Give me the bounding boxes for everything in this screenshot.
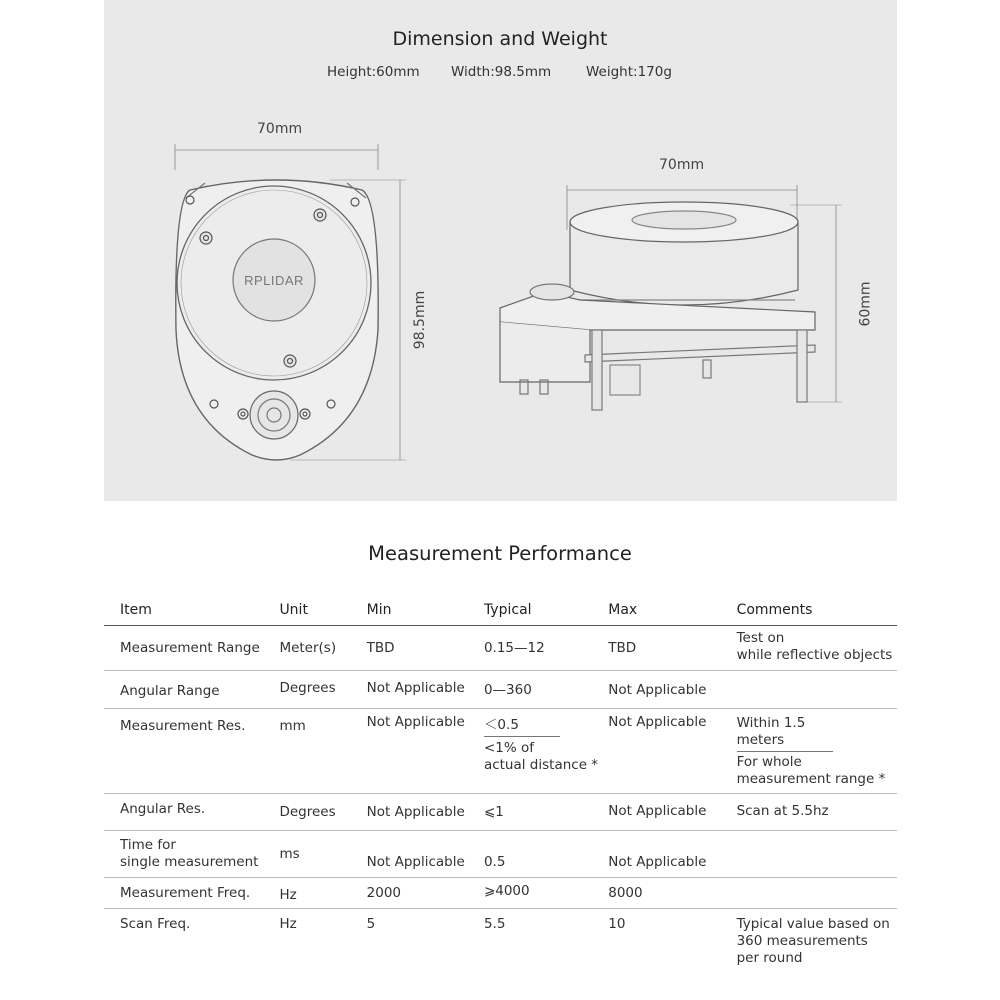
cell-item: Scan Freq. [120, 916, 191, 932]
top-view-drawing [175, 144, 406, 460]
cell-typical [484, 709, 608, 794]
comment-line: Test on [736, 630, 785, 646]
comment-line: 360 measurements [736, 933, 868, 949]
header-comments: Comments [737, 597, 897, 626]
comment-line: Scan at 5.5hz [736, 803, 829, 819]
cell-min: Not Applicable [367, 794, 484, 831]
typical-b-line: <1% of [483, 740, 534, 756]
cell-item: Measurement Freq. [104, 878, 279, 909]
cell-min: Not Applicable [367, 709, 484, 794]
table-header-row [104, 597, 897, 626]
cell-max: Not Applicable [608, 709, 736, 794]
cell-comments [737, 794, 897, 831]
cell-min: 2000 [367, 878, 484, 909]
cell-item [104, 831, 279, 878]
cell-unit: Degrees [279, 671, 366, 709]
rplidar-logo-text: RPLIDAR [244, 273, 304, 288]
cell-comments [737, 878, 897, 909]
table-row [104, 909, 897, 971]
table-row [104, 626, 897, 671]
header-unit: Unit [279, 597, 366, 626]
typical-a: ＜0.5 [484, 717, 560, 737]
cell-min: 5 [366, 916, 376, 932]
performance-table [104, 597, 897, 971]
cell-comments [737, 709, 897, 794]
dimension-title: Dimension and Weight [392, 28, 608, 50]
spec-weight: Weight:170g [586, 64, 672, 80]
cell-min: Not Applicable [367, 831, 484, 878]
cell-unit: ms [279, 831, 366, 878]
comment-line: per round [736, 950, 803, 966]
spec-height: Height:60mm [327, 64, 420, 80]
top-view-height-label: 98.5mm [412, 290, 429, 350]
comment-line: For whole [736, 754, 802, 770]
side-view-drawing [500, 185, 842, 410]
spec-width: Width:98.5mm [451, 64, 552, 80]
cell-typical: ⩽1 [484, 794, 608, 831]
cell-unit: Degrees [279, 794, 366, 831]
table-row [104, 794, 897, 831]
table-row [104, 671, 897, 709]
item-line: single measurement [120, 854, 259, 870]
cell-item: Measurement Range [104, 626, 279, 671]
table-row [104, 878, 897, 909]
cell-comments [737, 831, 897, 878]
header-min: Min [367, 597, 484, 626]
cell-comments [737, 909, 897, 971]
cell-typical: ⩾4000 [484, 878, 608, 909]
table-row [104, 709, 897, 794]
comment-line: Typical value based on [736, 916, 890, 932]
cell-max: 10 [608, 916, 626, 932]
cell-max: 8000 [608, 878, 736, 909]
top-view-width-label: 70mm [257, 121, 303, 137]
comment-line: while reflective objects [736, 647, 893, 663]
cell-item: Angular Res. [104, 794, 279, 831]
cell-unit: Hz [279, 916, 297, 932]
cell-unit: mm [279, 709, 366, 794]
cell-item: Angular Range [104, 671, 279, 709]
comment-line: Within 1.5 [736, 715, 806, 731]
cell-comments [737, 671, 897, 709]
cell-typical: 0.15—12 [484, 626, 608, 671]
cell-min: Not Applicable [367, 671, 484, 709]
cell-max: Not Applicable [608, 671, 736, 709]
header-max: Max [608, 597, 736, 626]
cell-item: Measurement Res. [104, 709, 279, 794]
cell-comments [737, 626, 897, 671]
header-typical: Typical [484, 597, 608, 626]
comment-line: measurement range * [736, 771, 886, 787]
cell-unit: Hz [279, 878, 366, 909]
table-row [104, 831, 897, 878]
cell-min: TBD [367, 626, 484, 671]
cell-max: TBD [608, 626, 736, 671]
cell-max: Not Applicable [608, 831, 736, 878]
cell-unit: Meter(s) [279, 626, 366, 671]
side-view-width-label: 70mm [659, 157, 705, 173]
cell-typical: 0.5 [484, 831, 608, 878]
comment-line: meters [737, 732, 833, 752]
typical-b-line: actual distance * [483, 757, 599, 773]
cell-max: Not Applicable [608, 794, 736, 831]
cell-typical: 5.5 [483, 916, 506, 932]
performance-title: Measurement Performance [368, 542, 632, 565]
header-item: Item [104, 597, 279, 626]
side-view-height-label: 60mm [857, 281, 874, 327]
cell-typical: 0—360 [484, 671, 608, 709]
item-line: Time for [120, 837, 176, 853]
